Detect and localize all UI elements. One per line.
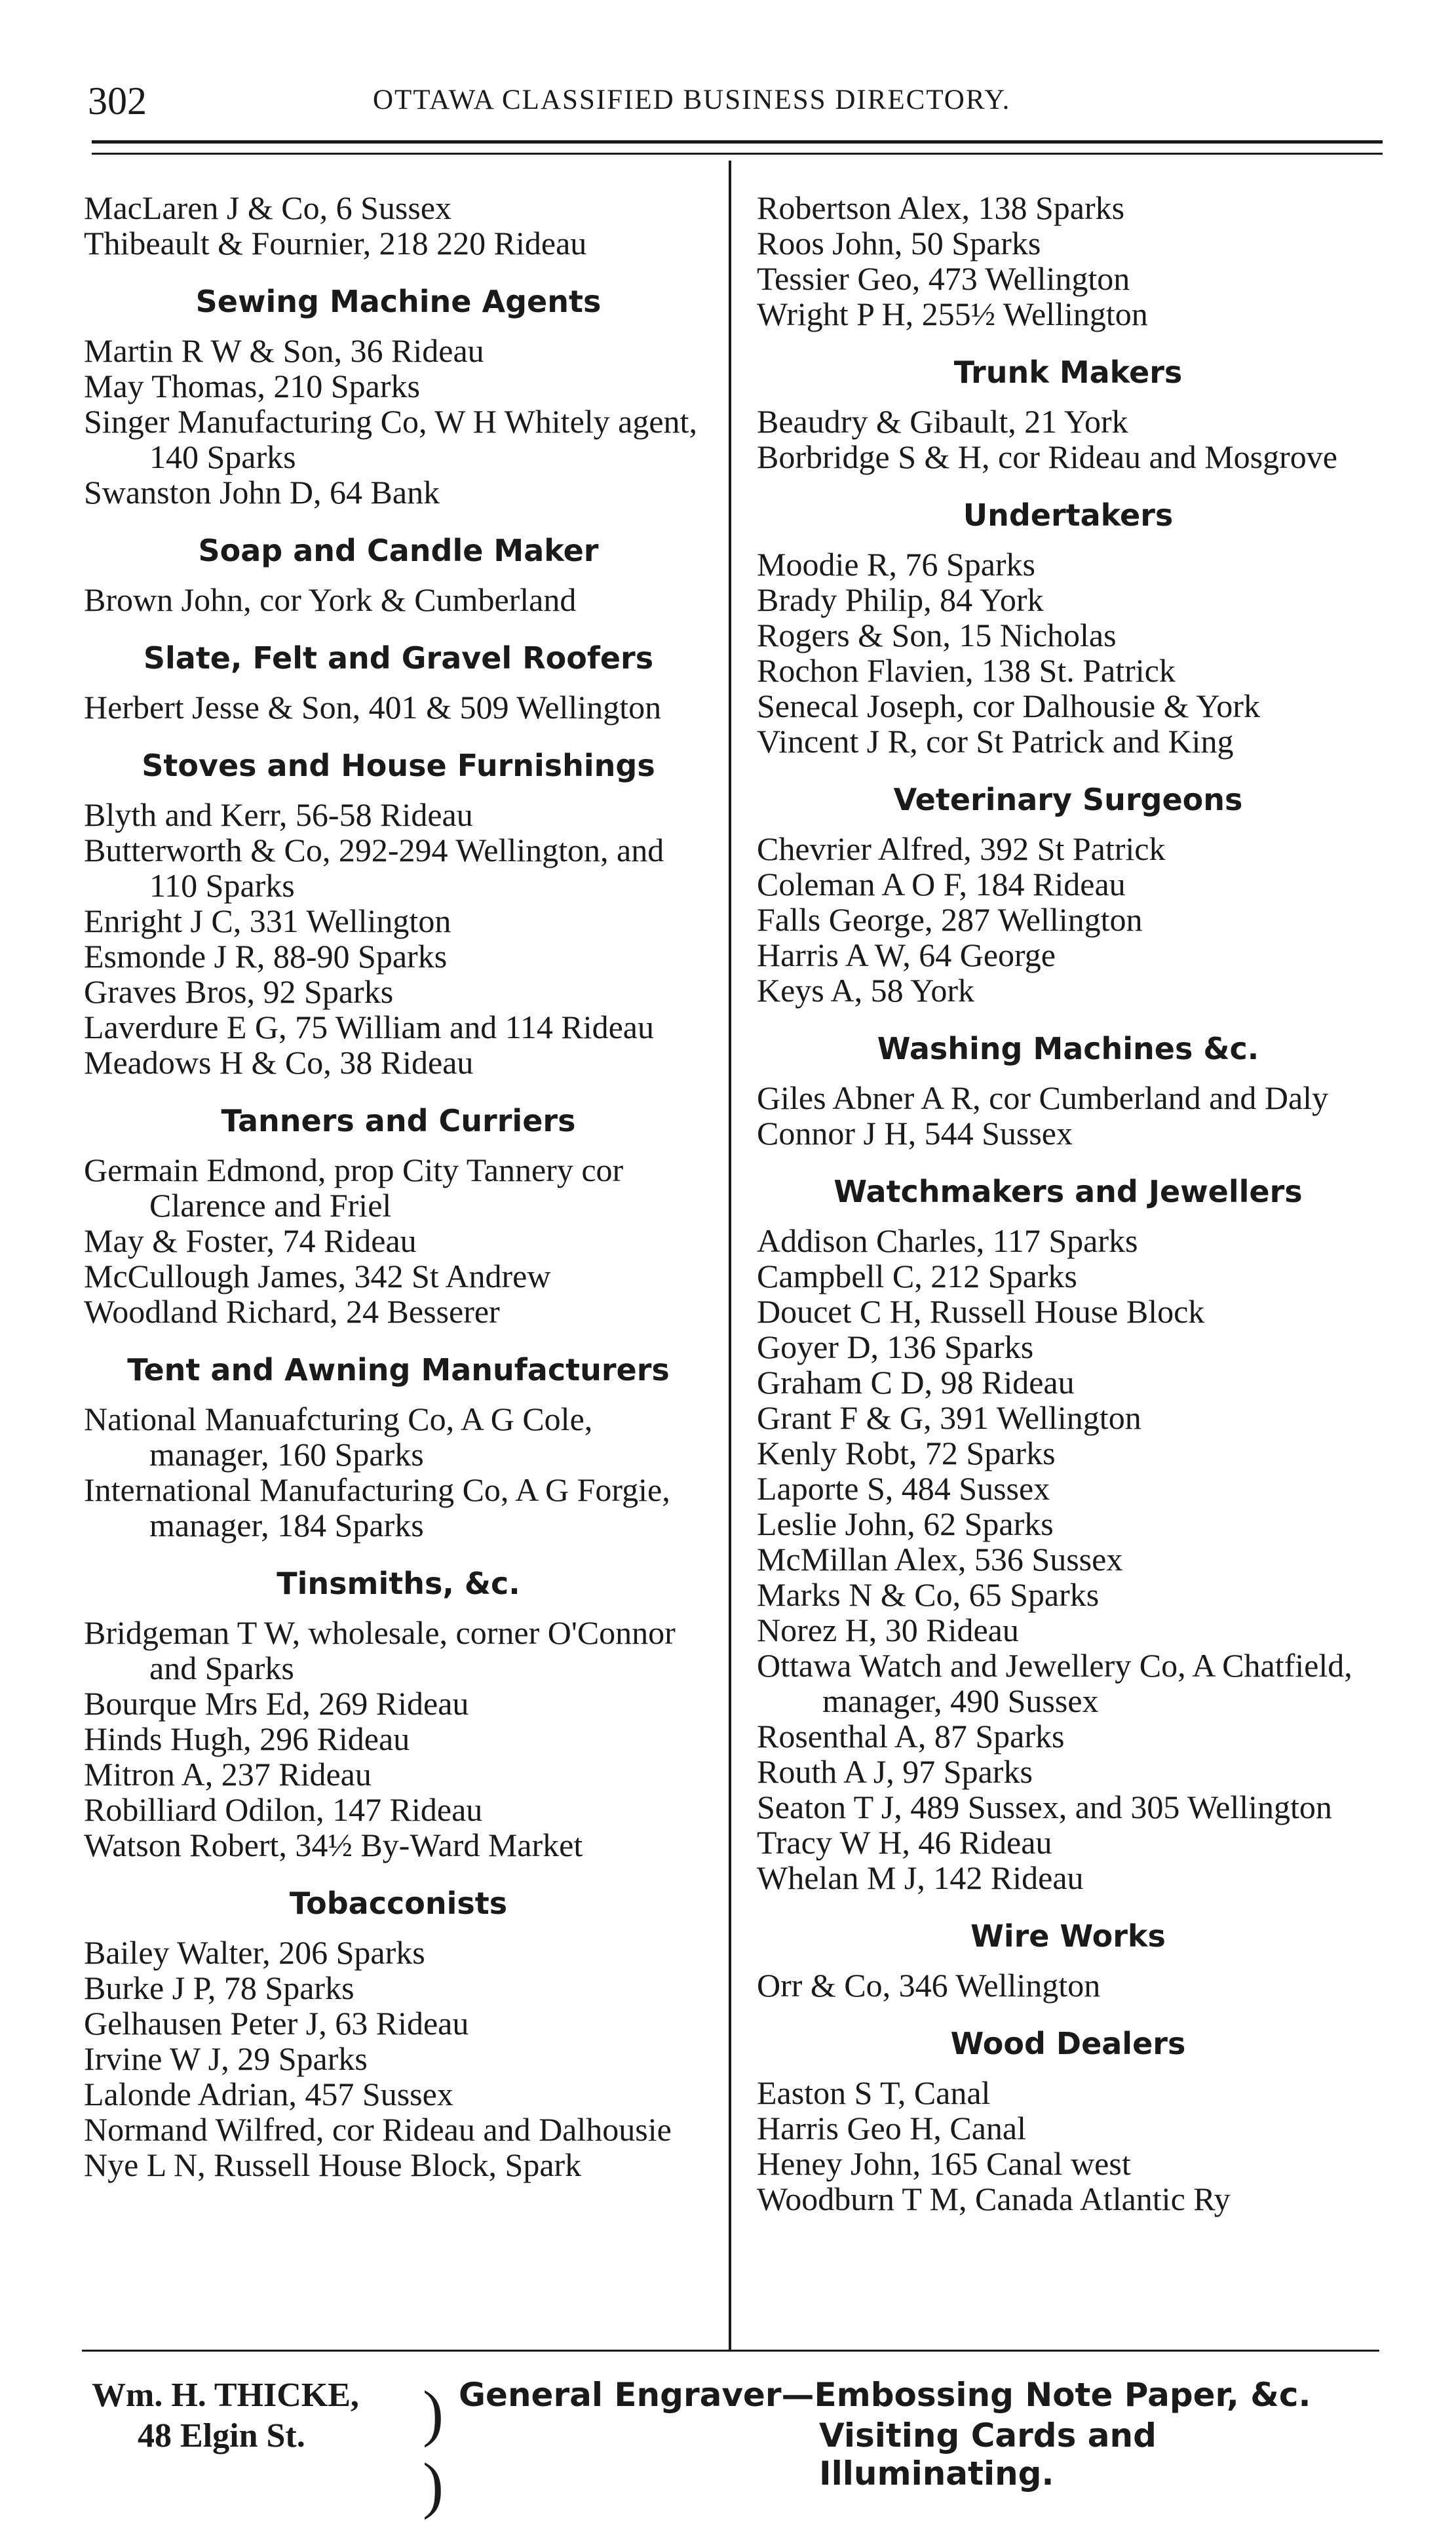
directory-entry: MacLaren J & Co, 6 Sussex bbox=[84, 189, 452, 226]
directory-entry: Senecal Joseph, cor Dalhousie & York bbox=[757, 688, 1260, 724]
directory-entry: Addison Charles, 117 Sparks bbox=[757, 1222, 1138, 1259]
directory-entry: Kenly Robt, 72 Sparks bbox=[757, 1435, 1056, 1471]
directory-entry: Routh A J, 97 Sparks bbox=[757, 1753, 1033, 1790]
directory-entry: Ottawa Watch and Jewellery Co, A Chatfield, manager, 490 Sussex bbox=[757, 1647, 1352, 1719]
advertiser-name: Wm. H. THICKE, bbox=[92, 2377, 359, 2414]
header-rule-thin bbox=[92, 153, 1383, 155]
directory-entry: Norez H, 30 Rideau bbox=[757, 1612, 1019, 1648]
ad-services-line-1: General Engraver—Embossing Note Paper, &c. bbox=[459, 2376, 1311, 2414]
section-heading: Wire Works bbox=[970, 1918, 1166, 1954]
directory-entry: Lalonde Adrian, 457 Sussex bbox=[84, 2076, 453, 2112]
directory-section bbox=[757, 1173, 1379, 1895]
directory-entry: Moodie R, 76 Sparks bbox=[757, 546, 1035, 583]
directory-entry: Vincent J R, cor St Patrick and King bbox=[757, 723, 1234, 760]
page-header bbox=[81, 58, 1392, 143]
directory-entry: Thibeault & Fournier, 218 220 Rideau bbox=[84, 225, 587, 262]
directory-entry: Harris A W, 64 George bbox=[757, 937, 1056, 973]
directory-entry: Burke J P, 78 Sparks bbox=[84, 1970, 354, 2006]
advertisement-footer bbox=[92, 2363, 1383, 2520]
header-rule bbox=[92, 140, 1383, 144]
footer-rule bbox=[82, 2350, 1379, 2352]
page-number: 302 bbox=[88, 79, 147, 123]
directory-entry: Goyer D, 136 Sparks bbox=[757, 1329, 1034, 1365]
directory-entry: Swanston John D, 64 Bank bbox=[84, 474, 440, 511]
directory-section bbox=[84, 283, 713, 510]
section-heading: Sewing Machine Agents bbox=[195, 284, 602, 319]
directory-entry: International Manufacturing Co, A G Forgie, manager, 184 Sparks bbox=[84, 1471, 670, 1543]
directory-entry: Tessier Geo, 473 Wellington bbox=[757, 260, 1130, 297]
section-heading: Washing Machines &c. bbox=[877, 1031, 1259, 1066]
section-heading: Tent and Awning Manufacturers bbox=[127, 1352, 670, 1388]
directory-entry: Hinds Hugh, 296 Rideau bbox=[84, 1720, 410, 1757]
directory-entry: Woodburn T M, Canada Atlantic Ry bbox=[757, 2181, 1231, 2217]
directory-section bbox=[84, 747, 713, 1080]
directory-entry: Mitron A, 237 Rideau bbox=[84, 1756, 372, 1793]
directory-entry: Falls George, 287 Wellington bbox=[757, 901, 1143, 938]
directory-section bbox=[84, 640, 713, 725]
directory-entry: Laporte S, 484 Sussex bbox=[757, 1470, 1050, 1507]
section-heading: Undertakers bbox=[963, 497, 1174, 533]
directory-entry: Blyth and Kerr, 56-58 Rideau bbox=[84, 796, 473, 833]
directory-section bbox=[757, 1030, 1379, 1151]
directory-entry: Brady Philip, 84 York bbox=[757, 581, 1044, 618]
directory-entry: Rochon Flavien, 138 St. Patrick bbox=[757, 652, 1176, 689]
directory-section bbox=[84, 1351, 713, 1543]
directory-entry: Rosenthal A, 87 Sparks bbox=[757, 1718, 1065, 1755]
directory-entry: Irvine W J, 29 Sparks bbox=[84, 2040, 368, 2077]
directory-entry: Enright J C, 331 Wellington bbox=[84, 903, 451, 939]
directory-entry: Meadows H & Co, 38 Rideau bbox=[84, 1044, 474, 1081]
section-heading: Slate, Felt and Gravel Roofers bbox=[143, 640, 654, 676]
directory-entry: McMillan Alex, 536 Sussex bbox=[757, 1541, 1123, 1578]
directory-entry: Marks N & Co, 65 Sparks bbox=[757, 1576, 1100, 1613]
directory-entry: Grant F & G, 391 Wellington bbox=[757, 1399, 1141, 1436]
directory-entry: Singer Manufacturing Co, W H Whitely agent, 140 Sparks bbox=[84, 403, 697, 475]
directory-section bbox=[757, 497, 1379, 759]
directory-section bbox=[84, 1102, 713, 1329]
directory-entry: Normand Wilfred, cor Rideau and Dalhousie bbox=[84, 2111, 672, 2148]
directory-entry: Rogers & Son, 15 Nicholas bbox=[757, 617, 1117, 653]
section-heading: Tanners and Curriers bbox=[221, 1103, 576, 1138]
directory-entry: Keys A, 58 York bbox=[757, 972, 975, 1009]
section-heading: Tinsmiths, &c. bbox=[277, 1566, 520, 1601]
section-heading: Trunk Makers bbox=[953, 355, 1183, 390]
directory-section bbox=[84, 1565, 713, 1863]
directory-entry: Heney John, 165 Canal west bbox=[757, 2145, 1131, 2182]
directory-entry: May & Foster, 74 Rideau bbox=[84, 1222, 417, 1259]
ad-services-line-2: Visiting Cards and Illuminating. bbox=[819, 2417, 1157, 2493]
right-column bbox=[757, 190, 1379, 2217]
section-heading: Soap and Candle Maker bbox=[198, 533, 599, 568]
directory-entry: Beaudry & Gibault, 21 York bbox=[757, 403, 1128, 440]
advertiser-address: 48 Elgin St. bbox=[138, 2417, 305, 2455]
directory-section bbox=[757, 781, 1379, 1008]
directory-entry: Harris Geo H, Canal bbox=[757, 2110, 1026, 2146]
section-heading: Watchmakers and Jewellers bbox=[833, 1174, 1303, 1209]
directory-entry: Easton S T, Canal bbox=[757, 2074, 991, 2111]
directory-entry: Gelhausen Peter J, 63 Rideau bbox=[84, 2005, 469, 2042]
directory-entry: Graves Bros, 92 Sparks bbox=[84, 973, 394, 1010]
directory-entry: Campbell C, 212 Sparks bbox=[757, 1258, 1077, 1294]
directory-section bbox=[757, 354, 1379, 475]
directory-entry: Orr & Co, 346 Wellington bbox=[757, 1967, 1101, 2004]
directory-entry: Herbert Jesse & Son, 401 & 509 Wellington bbox=[84, 689, 662, 726]
directory-entry: National Manuafcturing Co, A G Cole, manager, 160 Sparks bbox=[84, 1401, 593, 1473]
directory-entry: Coleman A O F, 184 Rideau bbox=[757, 866, 1126, 903]
directory-entry: Laverdure E G, 75 William and 114 Rideau bbox=[84, 1009, 654, 1045]
directory-entry: Bailey Walter, 206 Sparks bbox=[84, 1934, 425, 1971]
column-divider bbox=[729, 161, 731, 2350]
directory-entry: Graham C D, 98 Rideau bbox=[757, 1364, 1075, 1401]
running-title: OTTAWA CLASSIFIED BUSINESS DIRECTORY. bbox=[373, 85, 1011, 115]
directory-entry: Borbridge S & H, cor Rideau and Mosgrove bbox=[757, 438, 1337, 475]
directory-entry: Woodland Richard, 24 Besserer bbox=[84, 1293, 500, 1330]
directory-section bbox=[757, 1918, 1379, 2003]
directory-entry: Martin R W & Son, 36 Rideau bbox=[84, 332, 484, 369]
directory-entry: Tracy W H, 46 Rideau bbox=[757, 1824, 1052, 1861]
directory-entry: Esmonde J R, 88-90 Sparks bbox=[84, 938, 448, 975]
directory-entry: Watson Robert, 34½ By-Ward Market bbox=[84, 1827, 583, 1863]
directory-entry: Robilliard Odilon, 147 Rideau bbox=[84, 1791, 483, 1828]
directory-entry: Bridgeman T W, wholesale, corner O'Connor and Sparks bbox=[84, 1614, 676, 1686]
directory-entry: Seaton T J, 489 Sussex, and 305 Wellington bbox=[757, 1789, 1332, 1825]
directory-entry: Giles Abner A R, cor Cumberland and Daly bbox=[757, 1079, 1329, 1116]
directory-entry: Doucet C H, Russell House Block bbox=[757, 1293, 1205, 1330]
directory-entry: McCullough James, 342 St Andrew bbox=[84, 1258, 551, 1294]
directory-entry: Leslie John, 62 Sparks bbox=[757, 1505, 1054, 1542]
directory-entry: Chevrier Alfred, 392 St Patrick bbox=[757, 830, 1166, 867]
directory-section bbox=[84, 532, 713, 617]
left-column bbox=[84, 190, 713, 2183]
section-heading: Tobacconists bbox=[289, 1886, 508, 1921]
section-heading: Stoves and House Furnishings bbox=[142, 748, 655, 783]
directory-entry: Wright P H, 255½ Wellington bbox=[757, 296, 1148, 332]
directory-entry: Bourque Mrs Ed, 269 Rideau bbox=[84, 1685, 469, 1722]
directory-entry: Germain Edmond, prop City Tannery cor Clarence and Friel bbox=[84, 1152, 624, 1224]
directory-entry: Whelan M J, 142 Rideau bbox=[757, 1859, 1084, 1896]
directory-entry: Roos John, 50 Sparks bbox=[757, 225, 1041, 262]
section-heading: Wood Dealers bbox=[950, 2026, 1186, 2061]
directory-section bbox=[84, 1885, 713, 2183]
directory-entry: Brown John, cor York & Cumberland bbox=[84, 581, 577, 618]
directory-section bbox=[84, 190, 713, 261]
directory-entry: Robertson Alex, 138 Sparks bbox=[757, 189, 1125, 226]
directory-entry: Connor J H, 544 Sussex bbox=[757, 1115, 1073, 1152]
directory-entry: Nye L N, Russell House Block, Spark bbox=[84, 2146, 582, 2183]
section-heading: Veterinary Surgeons bbox=[893, 782, 1243, 817]
directory-section bbox=[757, 2025, 1379, 2217]
directory-section bbox=[757, 190, 1379, 332]
brace-glyph: ) ) bbox=[423, 2378, 444, 2520]
directory-entry: May Thomas, 210 Sparks bbox=[84, 368, 420, 404]
directory-entry: Butterworth & Co, 292-294 Wellington, and 110 Sparks bbox=[84, 832, 664, 904]
